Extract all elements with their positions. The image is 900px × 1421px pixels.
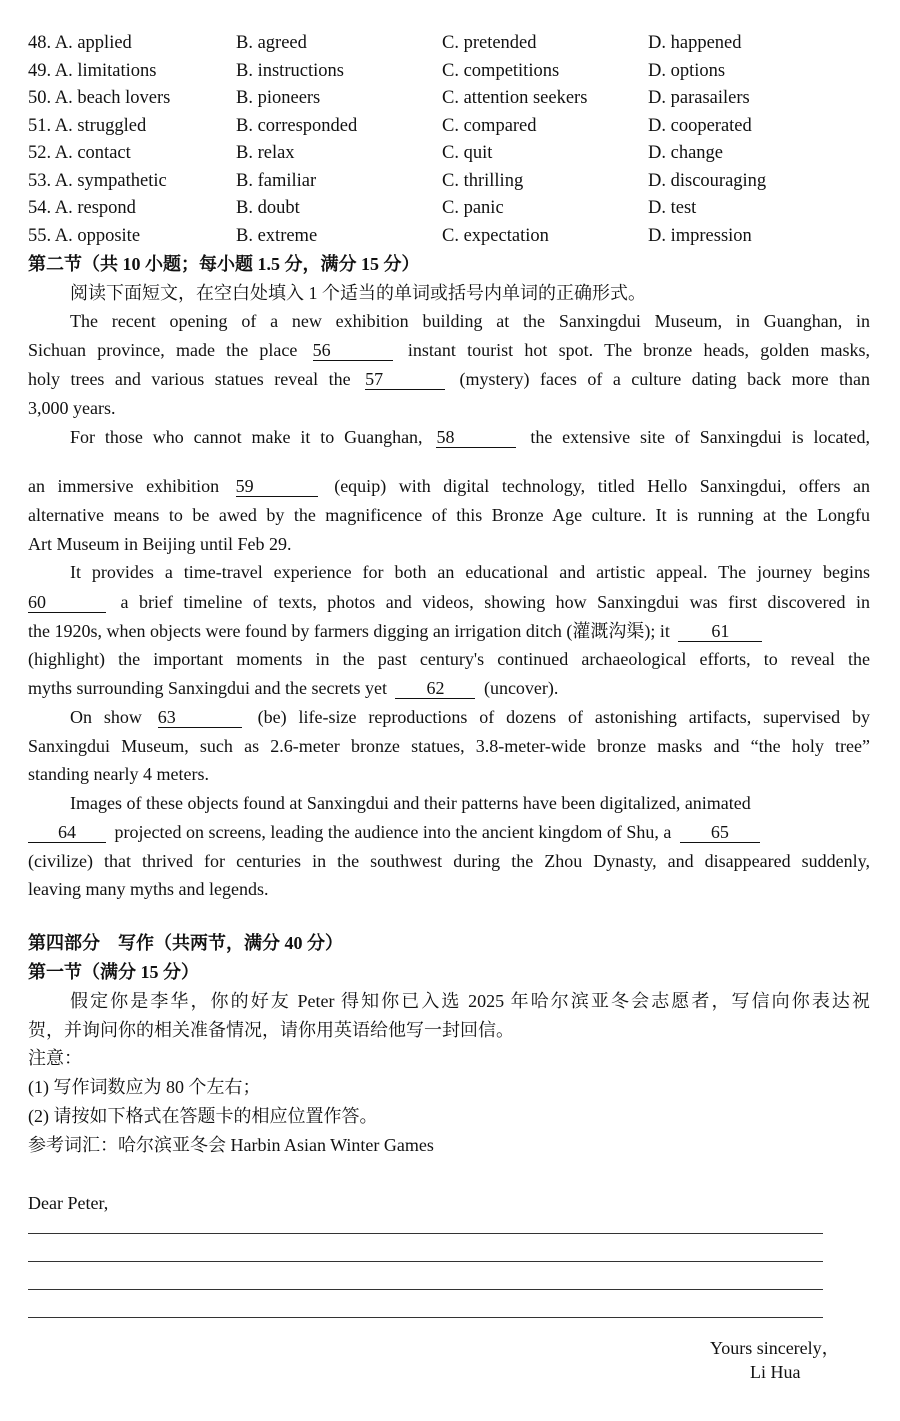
text: For those who cannot make it to Guanghan, — [70, 427, 423, 447]
blank-63[interactable]: 63 — [158, 707, 242, 728]
vocab-hint: 参考词汇：哈尔滨亚冬会 Harbin Asian Winter Games — [28, 1135, 434, 1155]
option-d: D. impression — [648, 225, 752, 246]
option-b: B. doubt — [236, 198, 300, 218]
text: instant tourist hot spot. The bronze heads, golden masks, — [407, 340, 870, 360]
option-row-48 — [28, 31, 870, 59]
option-d: D. parasailers — [648, 88, 750, 108]
blank-56[interactable]: 56 — [313, 340, 393, 361]
passage-line — [28, 705, 870, 729]
writing-line — [28, 1233, 823, 1234]
letter-closing: Yours sincerely， — [710, 1338, 840, 1358]
option-c: C. competitions — [442, 60, 560, 81]
text: (be) life-size reproductions of dozens of astonishing artifacts, supervised by — [257, 707, 870, 727]
text: (mystery) faces of a culture dating back more than — [459, 369, 870, 389]
text: (uncover). — [483, 678, 559, 698]
text: On show — [70, 707, 142, 727]
text: an immersive exhibition — [28, 476, 220, 496]
options-grid — [28, 31, 870, 251]
passage-line — [28, 676, 870, 700]
letter-signature: Li Hua — [750, 1362, 801, 1382]
passage-line — [28, 425, 870, 449]
passage-line — [28, 338, 870, 362]
option-row-51 — [28, 114, 870, 142]
passage-line: Art Museum in Beijing until Feb 29. — [28, 534, 292, 554]
writing-line — [28, 1289, 823, 1290]
text: holy trees and various statues reveal the — [28, 369, 351, 389]
option-c: C. thrilling — [442, 170, 524, 191]
option-a: 55. A. opposite — [28, 225, 141, 246]
passage-line — [28, 820, 870, 844]
option-d: D. discouraging — [648, 170, 767, 191]
option-a: 52. A. contact — [28, 143, 131, 163]
option-row-53 — [28, 169, 870, 197]
blank-61[interactable]: 61 — [678, 621, 762, 642]
text: myths surrounding Sanxingdui and the secrets yet — [28, 678, 387, 698]
option-b: B. familiar — [236, 170, 317, 191]
passage-line: Sanxingdui Museum, such as 2.6-meter bronze statues, 3.8-meter-wide bronze masks and “the holy tree” — [28, 736, 870, 756]
blank-62[interactable]: 62 — [395, 678, 475, 699]
option-row-55 — [28, 224, 870, 252]
option-row-52 — [28, 141, 870, 169]
option-a: 48. A. applied — [28, 33, 132, 53]
note-label: 注意： — [28, 1048, 82, 1068]
option-c: C. compared — [442, 115, 537, 136]
passage-line: (civilize) that thrived for centuries in the southwest during the Zhou Dynasty, and disappeared suddenly, — [28, 851, 870, 871]
option-d: D. change — [648, 143, 723, 163]
option-a: 51. A. struggled — [28, 115, 147, 136]
option-a: 50. A. beach lovers — [28, 88, 171, 108]
passage-line — [28, 590, 870, 614]
passage-line: alternative means to be awed by the magnificence of this Bronze Age culture. It is running at the Longfu — [28, 505, 870, 525]
text: (equip) with digital technology, titled Hello Sanxingdui, offers an — [334, 476, 871, 496]
passage-line — [28, 474, 870, 498]
option-b: B. corresponded — [236, 115, 358, 136]
passage-line: Images of these objects found at Sanxingdui and their patterns have been digitalized, animated — [70, 793, 751, 813]
option-row-50 — [28, 86, 870, 114]
option-a: 54. A. respond — [28, 198, 136, 218]
text: a brief timeline of texts, photos and videos, showing how Sanxingdui was first discovered in — [120, 592, 870, 612]
blank-65[interactable]: 65 — [680, 822, 760, 843]
option-c: C. expectation — [442, 225, 549, 246]
passage-line: (highlight) the important moments in the past century's continued archaeological efforts, to reveal the — [28, 649, 870, 669]
option-b: B. agreed — [236, 33, 307, 53]
blank-64[interactable]: 64 — [28, 822, 106, 843]
option-b: B. relax — [236, 143, 295, 163]
option-d: D. options — [648, 60, 726, 81]
passage-line: standing nearly 4 meters. — [28, 764, 209, 784]
section2-instruction: 阅读下面短文，在空白处填入 1 个适当的单词或括号内单词的正确形式。 — [70, 283, 646, 303]
blank-57[interactable]: 57 — [365, 369, 445, 390]
task-line: 贺，并询问你的相关准备情况，请你用英语给他写一封回信。 — [28, 1020, 514, 1040]
note-item: (1) 写作词数应为 80 个左右； — [28, 1077, 261, 1097]
option-c: C. panic — [442, 198, 504, 218]
part4-subheading: 第一节（满分 15 分） — [28, 962, 199, 982]
text: Sichuan province, made the place — [28, 340, 298, 360]
blank-58[interactable]: 58 — [436, 427, 516, 448]
text: the extensive site of Sanxingdui is located, — [530, 427, 870, 447]
text: projected on screens, leading the audience into the ancient kingdom of Shu, a — [114, 822, 672, 842]
section2-heading: 第二节（共 10 小题；每小题 1.5 分，满分 15 分） — [28, 254, 420, 274]
passage-line: 3,000 years. — [28, 398, 116, 418]
passage-line: The recent opening of a new exhibition building at the Sanxingdui Museum, in Guanghan, in — [70, 311, 870, 331]
passage-line — [28, 367, 870, 391]
note-item: (2) 请按如下格式在答题卡的相应位置作答。 — [28, 1106, 378, 1126]
writing-line — [28, 1317, 823, 1318]
option-b: B. instructions — [236, 60, 344, 81]
blank-60[interactable]: 60 — [28, 592, 106, 613]
option-a: 49. A. limitations — [28, 60, 157, 81]
option-row-54 — [28, 196, 870, 224]
option-row-49 — [28, 59, 870, 87]
part4-heading: 第四部分 写作（共两节，满分 40 分） — [28, 933, 343, 953]
text: the 1920s, when objects were found by farmers digging an irrigation ditch (灌溉沟渠); it — [28, 621, 670, 641]
option-c: C. quit — [442, 143, 493, 163]
passage-line: leaving many myths and legends. — [28, 879, 269, 899]
passage-line — [28, 619, 870, 643]
option-a: 53. A. sympathetic — [28, 170, 167, 191]
writing-line — [28, 1261, 823, 1262]
option-c: C. attention seekers — [442, 88, 588, 108]
passage-line: It provides a time-travel experience for both an educational and artistic appeal. The journey begins — [70, 562, 870, 582]
letter-greeting: Dear Peter, — [28, 1193, 109, 1213]
option-d: D. cooperated — [648, 115, 752, 136]
option-b: B. pioneers — [236, 88, 321, 108]
option-d: D. test — [648, 198, 697, 218]
task-line: 假定你是李华，你的好友 Peter 得知你已入选 2025 年哈尔滨亚冬会志愿者，写信向你表达祝 — [70, 991, 870, 1011]
option-b: B. extreme — [236, 225, 318, 246]
option-c: C. pretended — [442, 33, 537, 53]
option-d: D. happened — [648, 33, 742, 53]
blank-59[interactable]: 59 — [236, 476, 318, 497]
